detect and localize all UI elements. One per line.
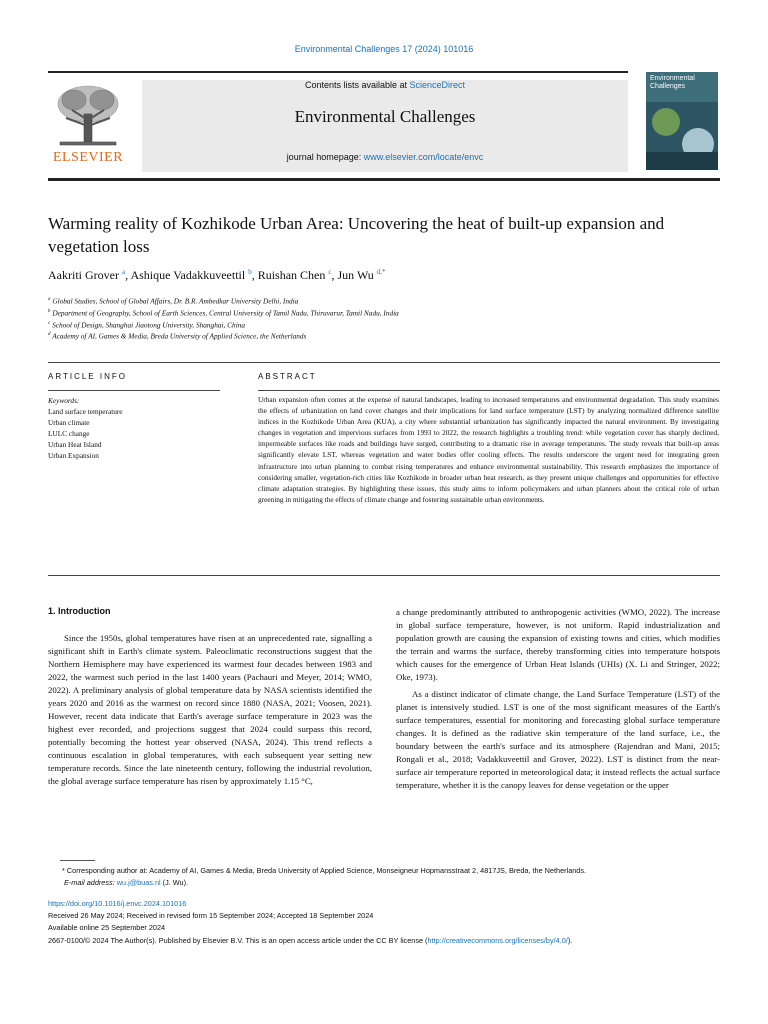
abstract-rule bbox=[258, 390, 720, 391]
homepage-link[interactable]: www.elsevier.com/locate/envc bbox=[363, 152, 484, 162]
introduction-heading: 1. Introduction bbox=[48, 606, 111, 616]
affiliation-text: Global Studies, School of Global Affairs, Dr. B.R. Ambedkar University Delhi, India bbox=[52, 296, 299, 306]
keyword-item: Land surface temperature bbox=[48, 407, 123, 416]
journal-homepage bbox=[142, 152, 628, 162]
journal-citation[interactable]: Environmental Challenges 17 (2024) 101016 bbox=[294, 44, 474, 54]
keyword-item: Urban Expansion bbox=[48, 451, 99, 460]
top-rule bbox=[48, 71, 628, 73]
doi-link[interactable]: https://doi.org/10.1016/j.envc.2024.101016 bbox=[48, 899, 187, 908]
affiliation-sup: b bbox=[48, 309, 51, 314]
abstract-bottom-rule bbox=[48, 575, 720, 576]
author-sup[interactable]: a bbox=[121, 268, 126, 276]
affiliation-sup: a bbox=[48, 297, 51, 302]
elsevier-wordmark[interactable]: ELSEVIER bbox=[52, 150, 124, 165]
intro-left-column: Since the 1950s, global temperatures have risen at an unprecedented rate, signalling a significant shift in Earth's climate system. Paleoclimatic reconstructions suggest that the Northern Hemisphere may have experienced its warmest four decades between 1983 and 2022, the warmest such period in the last 1400 years (Pachauri and Meyer, 2014; WMO, 2022). A preliminary analysis of global temperature data by NASA scientists identified the years 2020 and 2016 as the warmest on record since 1880 (NASA, 2021; Voosen, 2021). However, recent data indicate that Earth's average surface temperature in 2023 was the highest ever recorded, and projections suggest that 2024 could surpass this record, potentially becoming the hottest year observed (NASA, 2024). This trend reflects a continuous escalation in global temperatures, with each subsequent year setting new temperature records. Since the late nineteenth century, following the industrial revolution, the global average surface temperature has risen by approximately 1.15 °C, bbox=[48, 633, 372, 786]
license-line bbox=[48, 936, 720, 947]
corresponding-author-note: * Corresponding author at: Academy of AI, Games & Media, Breda University of Applied Science, Monseigneur Hopmansstraat 2, 4817JS, Breda, the Netherlands. bbox=[62, 866, 587, 875]
email-link[interactable]: wu.j@buas.nl bbox=[116, 878, 161, 887]
affiliation-sup: c bbox=[48, 321, 51, 326]
affiliation-sup: d bbox=[48, 332, 51, 337]
cover-title: Environmental Challenges bbox=[650, 75, 695, 90]
elsevier-tree-logo-icon bbox=[52, 80, 124, 148]
author-name[interactable]: Aakriti Grover bbox=[48, 268, 119, 282]
affiliation-text: School of Design, Shanghai Jiaotong University, Shanghai, China bbox=[52, 320, 246, 330]
intro-paragraph: a change predominantly attributed to anthropogenic activities (WMO, 2022). The increase in global surface temperature, however, is not uniform. Rapid industrialization and population growth are causing the expansion of existing towns and cities, which modifies the terrain and warms the surface, thereby transforming cities into temperature hotspots which causes for the emergence of Urban Heat Islands (UHIs) (X. Li and Stringer, 2022; Oke, 1973). bbox=[396, 607, 720, 682]
author-sup[interactable]: c bbox=[328, 268, 332, 276]
author-name[interactable]: Ruishan Chen bbox=[257, 268, 326, 282]
article-title: Warming reality of Kozhikode Urban Area: Uncovering the heat of built-up expansion and vegetation loss bbox=[48, 214, 665, 256]
keyword-item: LULC change bbox=[48, 429, 90, 438]
affiliation-item bbox=[48, 319, 688, 330]
email-label: E-mail address: bbox=[64, 878, 117, 887]
abstract-text: Urban expansion often comes at the expense of natural landscapes, leading to increased temperatures and environmental degradation. This study examines the effects of urbanization on land cover changes and their implications for land surface temperature (LST) by analyzing normalized difference satellite indices in the Kozhikode Urban Area (KUA), a city where substantial urbanization has significantly impacted the natural environment. By investigating changes in vegetation and impervious surfaces from 1993 to 2022, the research highlights a troubling trend: while vegetation cover has sharply declined, impermeable surfaces like roads and buildings have surged, contributing to a dramatic rise in average temperatures. The study reveals that built-up areas significantly elevate LST, whereas vegetation and water bodies offer cooling effects. The results underscore the urgent need for integrating green infrastructure into urban planning to combat rising temperatures and enhance environmental sustainability. This research emphasizes the importance of considering smaller, vegetation-rich cities like Kozhikode in broader urban heat research, as they present unique challenges and opportunities for effective climate adaptation strategies. By highlighting these issues, this study aims to inform policymakers and urban planners about the critical role of urban greening in mitigating the effects of climate change and fostering sustainable urban environments. bbox=[258, 395, 719, 504]
available-online: Available online 25 September 2024 bbox=[48, 923, 166, 932]
license-prefix: 2667-0100/© 2024 The Author(s). Published by Elsevier B.V. This is an open access article under the CC BY license ( bbox=[48, 936, 428, 945]
contents-prefix: Contents lists available at bbox=[304, 80, 410, 90]
keyword-item: Urban Heat Island bbox=[48, 440, 102, 449]
abstract-heading: ABSTRACT bbox=[258, 372, 317, 381]
affiliation-item bbox=[48, 307, 688, 318]
journal-cover-image[interactable] bbox=[646, 72, 718, 170]
intro-paragraph: As a distinct indicator of climate change, the Land Surface Temperature (LST) of the planet is intensively studied. LST is one of the most significant measures of the Earth's surface temperatures, essential for monitoring and forecasting global surface temperature changes. It is defined as the radiative skin temperature of the land surface, i.e., the boundary between the earth's surface and its atmosphere (Rajendran and Mani, 2015; Rongali et al., 2018; Vadakkuveettil and Grover, 2022). LST is distinct from the near-surface air temperature reported in meteorological data; it instead reflects the actual surface temperature, whether it is the canopy leaves for dense vegetation or the upper bbox=[396, 689, 720, 790]
article-info-rule bbox=[48, 390, 220, 391]
email-line bbox=[48, 878, 736, 889]
author-sup[interactable]: d,* bbox=[376, 268, 386, 276]
cover-photo-icon bbox=[646, 102, 718, 170]
license-link[interactable]: http://creativecommons.org/licenses/by/4.0/ bbox=[427, 936, 568, 945]
article-info-heading: ARTICLE INFO bbox=[48, 372, 127, 381]
affiliation-text: Academy of AI, Games & Media, Breda University of Applied Science, the Netherlands bbox=[52, 331, 307, 341]
sciencedirect-link[interactable]: ScienceDirect bbox=[409, 80, 466, 90]
homepage-prefix: journal homepage: bbox=[286, 152, 364, 162]
received-dates: Received 26 May 2024; Received in revised form 15 September 2024; Accepted 18 September 2024 bbox=[48, 911, 374, 920]
affiliation-item bbox=[48, 295, 688, 306]
keyword-item: Urban climate bbox=[48, 418, 90, 427]
keywords-label: Keywords: bbox=[48, 396, 80, 405]
author-sup[interactable]: b bbox=[248, 268, 252, 276]
affiliation-text: Department of Geography, School of Earth Sciences, Central University of Tamil Nadu, Thiruvarur, Tamil Nadu, India bbox=[52, 308, 399, 318]
license-suffix: ). bbox=[567, 936, 573, 945]
affiliation-item bbox=[48, 330, 688, 341]
intro-right-column bbox=[396, 606, 720, 792]
section-rule bbox=[48, 362, 720, 363]
header-rule bbox=[48, 178, 720, 181]
email-suffix: (J. Wu). bbox=[160, 878, 189, 887]
footnote-separator bbox=[60, 860, 95, 861]
author-name[interactable]: Jun Wu bbox=[337, 268, 374, 282]
author-name[interactable]: Ashique Vadakkuveettil bbox=[130, 268, 246, 282]
journal-name: Environmental Challenges bbox=[294, 107, 476, 126]
author-list: Aakriti Grover $^a$, Ashique Vadakkuveettil $^b$, Ruishan Chen $^c$, Jun Wu $^{d,*}$ bbox=[48, 268, 386, 282]
contents-line bbox=[142, 80, 628, 90]
